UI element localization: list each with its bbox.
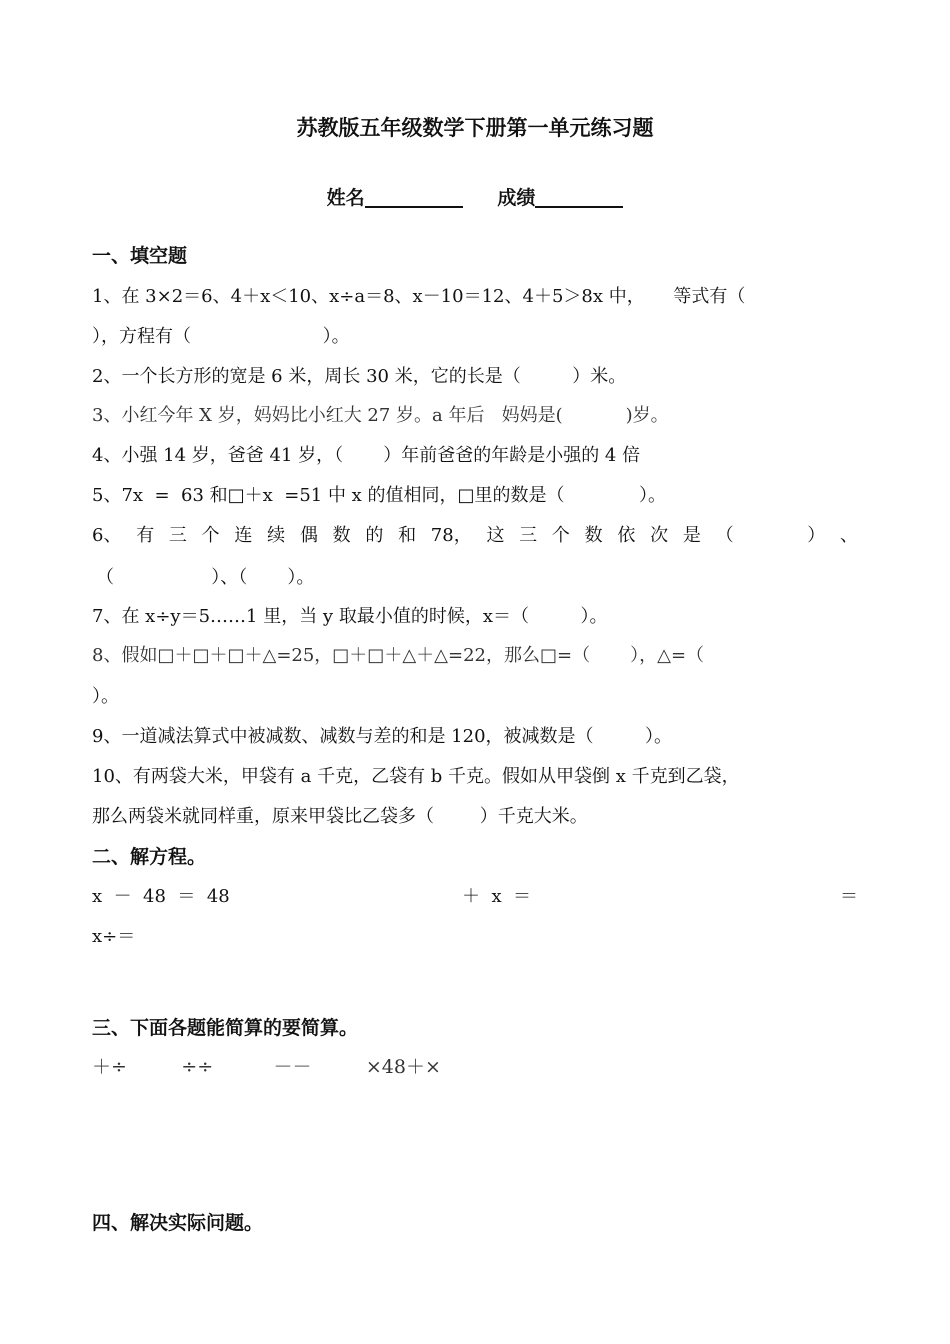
section-heading-equations: 二、解方程。 — [92, 846, 207, 868]
name-field — [327, 187, 470, 209]
equation-mid: ＋ x ＝ — [462, 886, 532, 907]
q6-char: ） — [807, 525, 826, 546]
equation-row-2: x÷＝ — [92, 926, 136, 947]
q6-char: 偶 — [299, 525, 318, 546]
q6-char: （ — [715, 525, 734, 546]
q6-char: 个 — [201, 525, 220, 546]
question-8-line-2: ）。 — [92, 686, 119, 707]
q6-char: 是 — [682, 525, 701, 546]
q6-char: 次 — [650, 525, 669, 546]
section-heading-fill-blank: 一、填空题 — [92, 245, 188, 267]
question-6-line-1 — [92, 521, 858, 547]
q6-char: 依 — [617, 525, 636, 546]
section-heading-word-problems: 四、解决实际问题。 — [92, 1212, 264, 1234]
question-3: 3、小红今年 X 岁，妈妈比小红大 27 岁。a 年后 妈妈是( )岁。 — [92, 405, 669, 426]
q6-char: 有 — [136, 525, 155, 546]
section-heading-simplify: 三、下面各题能简算的要简算。 — [92, 1017, 359, 1039]
question-4: 4、小强 14 岁，爸爸 41 岁，（ ）年前爸爸的年龄是小强的 4 倍 — [92, 445, 641, 466]
equation-left: x － 48 ＝ 48 — [92, 886, 230, 907]
name-blank[interactable] — [365, 186, 463, 208]
score-label: 成绩 — [497, 187, 536, 209]
score-blank[interactable] — [535, 186, 623, 208]
score-field — [497, 187, 623, 209]
q6-char: 和 — [398, 525, 417, 546]
q6-char: 连 — [234, 525, 253, 546]
q6-char: 6、 — [92, 525, 122, 546]
q6-char: 续 — [267, 525, 286, 546]
name-score-line — [0, 183, 950, 210]
equation-right: ＝ — [840, 886, 858, 907]
q6-char: 这 — [486, 525, 505, 546]
q6-char: 的 — [365, 525, 384, 546]
question-5: 5、7x = 63 和□＋x =51 中 x 的值相同，□里的数是（ ）。 — [92, 485, 666, 506]
question-1-line-1: 1、在 3×2＝6、4＋x＜10、x÷a＝8、x－10＝12、4＋5＞8x 中， 等式有（ — [92, 286, 746, 307]
question-10-line-1: 10、有两袋大米，甲袋有 a 千克，乙袋有 b 千克。假如从甲袋倒 x 千克到乙袋， — [92, 766, 740, 787]
q6-char: 、 — [839, 525, 858, 546]
question-7: 7、在 x÷y＝5……1 里，当 y 取最小值的时候，x＝（ ）。 — [92, 606, 608, 627]
q6-char: 三 — [519, 525, 538, 546]
question-9: 9、一道减法算式中被减数、减数与差的和是 120，被减数是（ ）。 — [92, 726, 673, 747]
question-1-line-2: ），方程有（ ）。 — [92, 326, 350, 347]
question-8-line-1: 8、假如□＋□＋□＋△=25，□＋□＋△＋△=22，那么□=（ ），△=（ — [92, 645, 705, 666]
q6-char: 78， — [430, 525, 472, 546]
equation-row-1 — [92, 882, 858, 908]
page-title: 苏教版五年级数学下册第一单元练习题 — [296, 116, 654, 140]
q6-char: 数 — [584, 525, 603, 546]
q6-char: 三 — [168, 525, 187, 546]
question-6-line-2: （ ）、（ ）。 — [96, 567, 315, 588]
simplify-expressions: ＋÷ ÷÷ －－ ×48＋× — [92, 1056, 441, 1078]
q6-char: 数 — [332, 525, 351, 546]
question-10-line-2: 那么两袋米就同样重，原来甲袋比乙袋多（ ）千克大米。 — [92, 806, 588, 827]
name-label: 姓名 — [326, 187, 365, 209]
question-2: 2、一个长方形的宽是 6 米，周长 30 米，它的长是（ ）米。 — [92, 366, 627, 387]
q6-char: 个 — [551, 525, 570, 546]
